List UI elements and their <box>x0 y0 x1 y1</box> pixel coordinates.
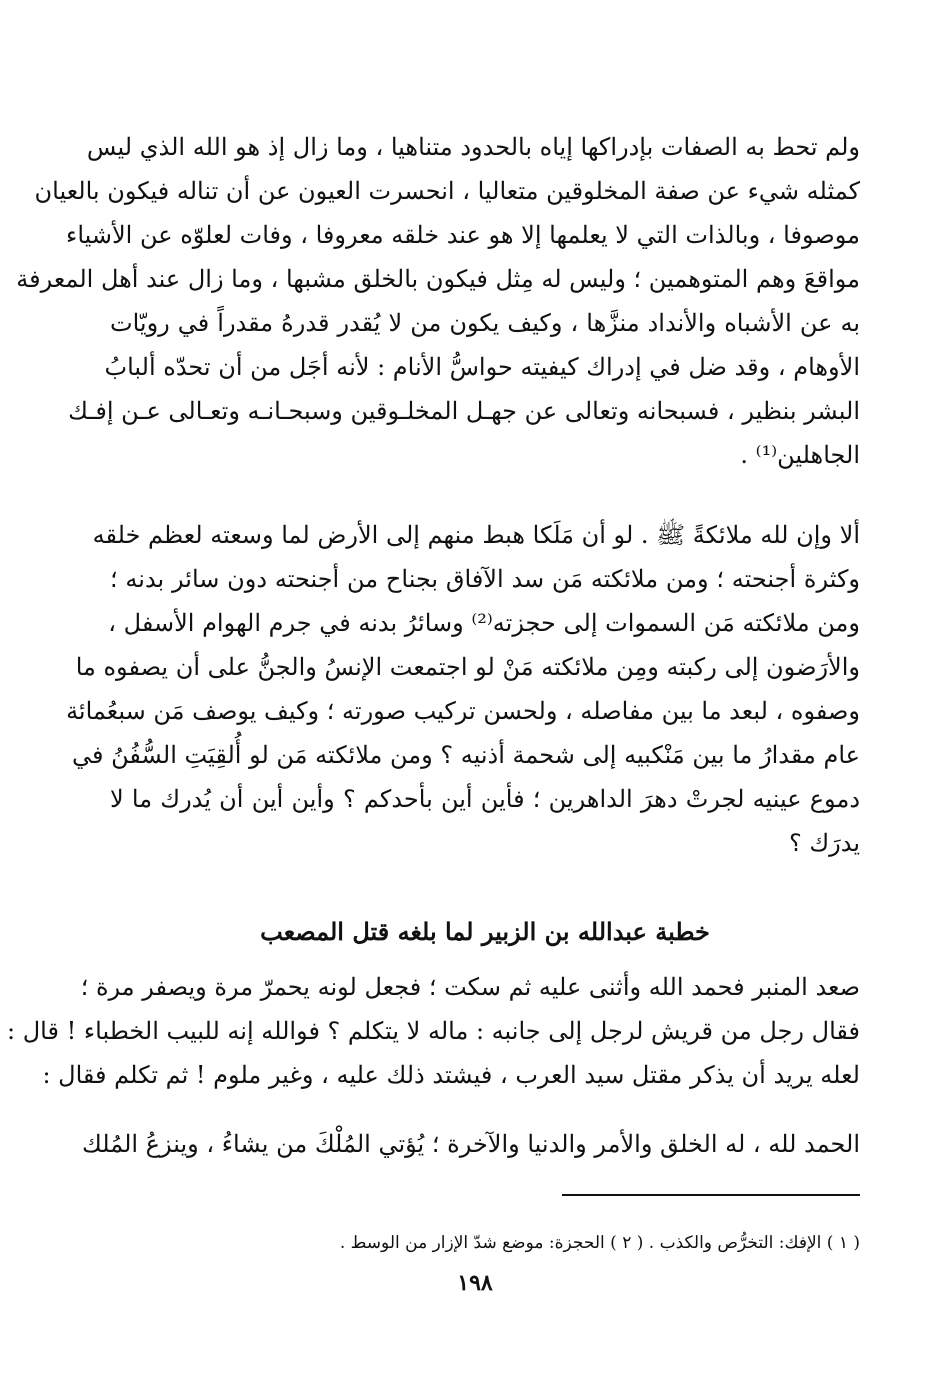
text-line: صعد المنبر فحمد الله وأثنى عليه ثم سكت ؛ فجعل لونه يحمرّ مرة ويصفر مرة ؛ <box>80 973 860 1001</box>
text-line: البشر بنظير ، فسبحانه وتعالى عن جهـل المخلـوقين وسبحـانـه وتعـالى عـن إفـك <box>68 397 860 425</box>
text-line: ومن ملائكته مَن السموات إلى حجزته⁽²⁾ وسائرُ بدنه في جرم الهوام الأسفل ، <box>108 609 860 637</box>
text-line: وكثرة أجنحته ؛ ومن ملائكته مَن سد الآفاق بجناح من أجنحته دون سائر بدنه ؛ <box>110 565 860 593</box>
text-line: به عن الأشباه والأنداد منزَّها ، وكيف يكون من لا يُقدر قدرهُ مقدراً في رويّات <box>110 309 861 337</box>
text-line: مواقعَ وهم المتوهمين ؛ وليس له مِثل فيكون بالخلق مشبها ، وما زال عند أهل المعرفة <box>16 265 860 293</box>
text-line: الحمد لله ، له الخلق والأمر والدنيا والآخرة ؛ يُؤتي المُلْكَ من يشاءُ ، وينزعُ المُلك <box>82 1130 860 1158</box>
paragraph-4 <box>82 1122 860 1166</box>
text-line: ألا وإن لله ملائكةً ﷺ . لو أن مَلَكا هبط منهم إلى الأرض لما وسعته لعظم خلقه <box>92 521 860 549</box>
footnotes: ( ١ ) الإفك: التخرُّص والكذب . ( ٢ ) الحجزة: موضع شدّ الإزار من الوسط . <box>339 1233 860 1253</box>
text-line: الجاهلين⁽¹⁾ . <box>740 441 860 469</box>
text-line: عام مقدارُ ما بين مَنْكبيه إلى شحمة أذنيه ؟ ومن ملائكته مَن لو أُلقِيَتِ السُّفُنُ في <box>71 741 860 769</box>
text-line: يدرَك ؟ <box>788 829 860 857</box>
text-line: لعله يريد أن يذكر مقتل سيد العرب ، فيشتد ذلك عليه ، وغير ملوم ! ثم تكلم فقال : <box>42 1061 860 1089</box>
paragraph-3 <box>7 965 860 1097</box>
text-line: وصفوه ، لبعد ما بين مفاصله ، ولحسن تركيب صورته ؛ وكيف يوصف مَن سبعُمائة <box>66 697 860 725</box>
section-heading: خطبة عبدالله بن الزبير لما بلغه قتل المصعب <box>260 917 710 946</box>
text-line: موصوفا ، وبالذات التي لا يعلمها إلا هو عند خلقه معروفا ، وفات لعلوّه عن الأشياء <box>66 221 860 249</box>
paragraph-1 <box>16 125 861 477</box>
text-line: كمثله شيء عن صفة المخلوقين متعاليا ، انحسرت العيون عن أن تناله فيكون بالعيان <box>34 177 860 205</box>
text-line: الأوهام ، وقد ضل في إدراك كيفيته حواسُّ الأنام : لأنه أجَل من أن تحدّه ألبابُ <box>104 353 860 381</box>
text-line: دموع عينيه لجرتْ دهرَ الداهرين ؛ فأين أين بأحدكم ؟ وأين أين أن يُدرك ما لا <box>110 785 860 813</box>
text-line: والأرَضون إلى ركبته ومِن ملائكته مَنْ لو اجتمعت الإنسُ والجنُّ على أن يصفوه ما <box>75 653 860 681</box>
paragraph-2 <box>66 513 860 865</box>
text-line: فقال رجل من قريش لرجل إلى جانبه : ماله لا يتكلم ؟ فوالله إنه للبيب الخطباء ! قال : <box>7 1017 860 1045</box>
footnote-divider <box>562 1194 860 1196</box>
text-line: ولم تحط به الصفات بإدراكها إياه بالحدود متناهيا ، وما زال إذ هو الله الذي ليس <box>86 133 860 161</box>
page-number: ١٩٨ <box>457 1270 493 1296</box>
